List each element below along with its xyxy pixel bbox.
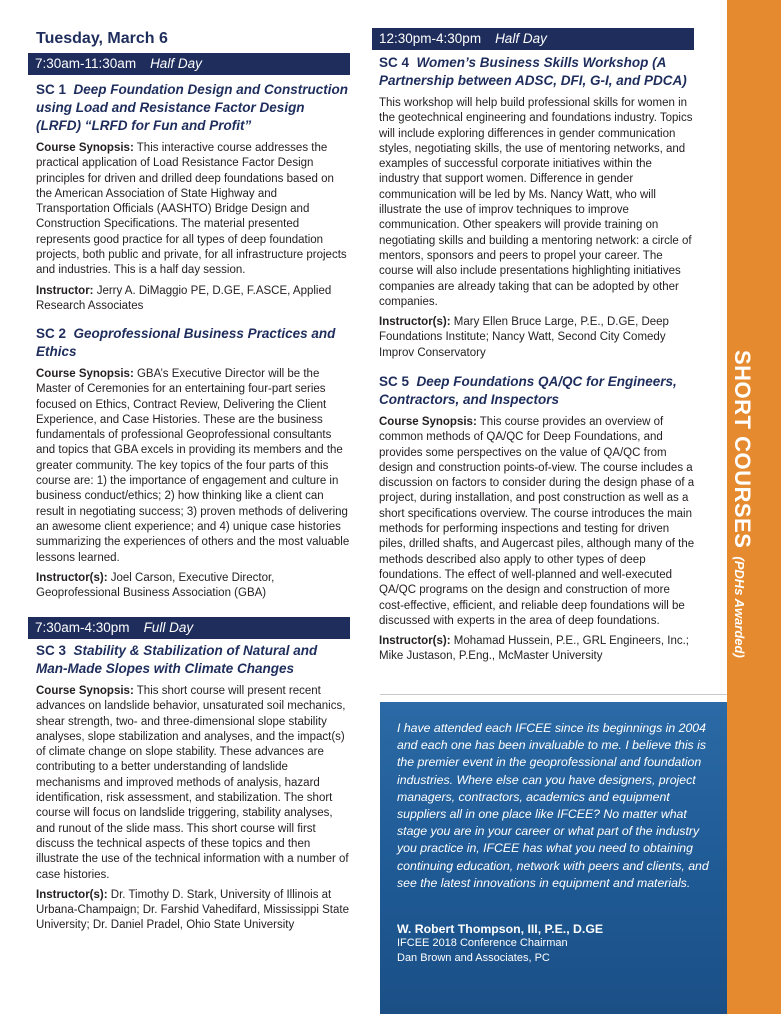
instructor-label: Instructor(s): — [36, 888, 108, 901]
course-synopsis — [36, 684, 352, 883]
side-tab-title: SHORT COURSES — [730, 350, 755, 549]
synopsis-label: Course Synopsis: — [379, 416, 477, 428]
side-tab-subtitle: (PDHs Awarded) — [732, 556, 747, 658]
course-title — [36, 325, 352, 361]
instructor-label: Instructor(s): — [36, 571, 108, 584]
course-number: SC 1 — [36, 82, 67, 97]
instructor-text: Jerry A. DiMaggio PE, D.GE, F.ASCE, Applied Research Associates — [36, 284, 332, 312]
course-number: SC 3 — [36, 643, 67, 658]
course-name: Women’s Business Skills Workshop (A Partnership between ADSC, DFI, G-I, and PDCA) — [379, 55, 687, 88]
course-name: Geoprofessional Business Practices and Ethics — [36, 326, 336, 359]
synopsis-label: Course Synopsis: — [36, 368, 134, 380]
session-duration: Full Day — [143, 620, 194, 635]
session-time: 7:30am-4:30pm — [35, 620, 130, 635]
course-instructor — [36, 571, 352, 602]
session-bar-afternoon — [372, 28, 694, 50]
course-number: SC 5 — [379, 374, 410, 389]
testimonial-org: Dan Brown and Associates, PC — [397, 952, 550, 965]
session-bar-morning — [28, 53, 350, 75]
session-time: 12:30pm-4:30pm — [379, 31, 482, 46]
section-divider — [380, 694, 727, 695]
course-sc1 — [36, 81, 352, 314]
synopsis-text: GBA’s Executive Director will be the Master of Ceremonies for an entertaining four-part series focused on Ethics, Contract Review, Delivering the Client Experience, and Case Histories. These are the business fundamentals of professional Geoprofessional consultants and topics that GBA excels in providing its members and the greater community. The key topics of the four parts of this course are: 1) the importance of engagement and culture in business conduct/ethics; 2) how thinking like a client can result in negotiating success; 3) proven methods of delivering an awesome client experience; and 4) unique case histories summarizing the experiences of others and the most valuable lessons learned. — [36, 368, 350, 564]
course-sc4 — [379, 54, 695, 361]
session-duration: Half Day — [495, 31, 547, 46]
testimonial-author: W. Robert Thompson, III, P.E., D.GE — [397, 922, 604, 937]
course-number: SC 4 — [379, 55, 410, 70]
instructor-label: Instructor: — [36, 284, 94, 297]
instructor-text: Mary Ellen Bruce Large, P.E., D.GE, Deep Foundations Institute; Nancy Watt, Second City Comedy Improv Conservatory — [379, 316, 669, 359]
course-title — [36, 642, 352, 678]
testimonial-role: IFCEE 2018 Conference Chairman — [397, 937, 568, 950]
course-sc5 — [379, 373, 695, 665]
course-synopsis — [379, 415, 695, 629]
session-bar-full — [28, 617, 350, 639]
synopsis-label: Course Synopsis: — [36, 142, 134, 154]
synopsis-text: This workshop will help build professional skills for women in the geotechnical engineering and foundations industry. Topics will include exploring differences in gender communication styles, negotiating skills, the use of mentoring networks, and examples of successful corporate initiatives within the industry that support women. Difference in gender communication will be led by Ms. Nancy Watt, who will illustrate the use of improv techniques to improve communication. Other speakers will provide training on negotiating skills and building a mentoring network: a circle of mentors, sponsors and peers to propel your career. The course will also include presentations highlighting initiatives companies are already taking that can be adopted by other companies. — [379, 97, 693, 308]
course-synopsis — [36, 367, 352, 566]
course-sc3 — [36, 642, 352, 934]
course-name: Stability & Stabilization of Natural and Man-Made Slopes with Climate Changes — [36, 643, 318, 676]
course-instructor — [379, 634, 695, 665]
synopsis-label: Course Synopsis: — [36, 685, 134, 697]
date-heading: Tuesday, March 6 — [36, 30, 168, 47]
instructor-label: Instructor(s): — [379, 635, 451, 648]
course-name: Deep Foundation Design and Construction using Load and Resistance Factor Design (LRFD) “LRFD for Fun and Profit” — [36, 82, 349, 133]
testimonial-text: I have attended each IFCEE since its beginnings in 2004 and each one has been invaluable to me. I believe this is the premier event in the geoprofessional and foundation industries. Where else can you have designers, project managers, contractors, academics and equipment suppliers all in one place like IFCEE? No matter what stage you are in your career or what part of the industry you practice in, IFCEE has what you need to obtaining continuing education, network with peers and clients, and see the latest innovations in equipment and materials. — [397, 721, 709, 890]
side-tab — [727, 0, 781, 1014]
course-number: SC 2 — [36, 326, 67, 341]
synopsis-text: This course provides an overview of common methods of QA/QC for Deep Foundations, and provides some perspectives on the value of QA/QC from design and construction points-of-view. The course includes a discussion on factors to consider during the design phase of a project, during installation, and post construction as well as a short specifications overview. The course introduces the main methods for performing inspections and testing for driven piles, drilled shafts, and Augercast piles, although many of the methods described also apply to other types of deep foundations. The effect of well-planned and well-executed QA/QC programs on the design and construction of more cost-effective, efficient, and reliable deep foundations will be discussed with experts in the area of deep foundations. — [379, 416, 695, 627]
course-title — [379, 54, 695, 90]
course-instructor — [36, 284, 352, 315]
side-tab-label — [729, 350, 755, 658]
testimonial-box — [380, 702, 727, 1014]
course-synopsis — [379, 96, 695, 310]
instructor-text: Mohamad Hussein, P.E., GRL Engineers, Inc.; Mike Justason, P.Eng., McMaster University — [379, 635, 689, 663]
course-title — [379, 373, 695, 409]
course-instructor — [379, 315, 695, 361]
session-time: 7:30am-11:30am — [35, 56, 137, 71]
course-instructor — [36, 888, 352, 934]
course-sc2 — [36, 325, 352, 601]
synopsis-text: This interactive course addresses the practical application of Load Resistance Factor Design principles for driven and drilled deep foundations based on the American Association of State Highway and Transportation Officials (AASHTO) Bridge Design and Construction Specifications. The material presented represents good practice for all types of deep foundation projects, both public and private, for all infrastructure projects and industries. This is a half day session. — [36, 142, 347, 277]
synopsis-text: This short course will present recent advances on landslide behavior, unsaturated soil mechanics, shear strength, two- and three-dimensional slope stability analyses, slope stabilization and analyses, and the impact(s) of climate change on slope stability. These advances are contributing to a better understanding of landslide mechanisms and improved methods of analysis, hazard identification, risk assessment, and stabilization. The short course will focus on landslide triggering, stability analyses, and runout of the slide mass. This short course will first discuss the technical aspects of these topics and then illustrate the use of the technical information with a number of case histories. — [36, 685, 349, 881]
course-name: Deep Foundations QA/QC for Engineers, Contractors, and Inspectors — [379, 374, 677, 407]
course-synopsis — [36, 141, 352, 279]
instructor-label: Instructor(s): — [379, 316, 451, 329]
session-duration: Half Day — [150, 56, 202, 71]
instructor-text: Joel Carson, Executive Director, Geoprofessional Business Association (GBA) — [36, 571, 275, 600]
course-title — [36, 81, 352, 135]
instructor-text: Dr. Timothy D. Stark, University of Illinois at Urbana-Champaign; Dr. Farshid Vahedifard, Mississippi State University; Dr. Daniel Pradel, Ohio State University — [36, 888, 349, 932]
